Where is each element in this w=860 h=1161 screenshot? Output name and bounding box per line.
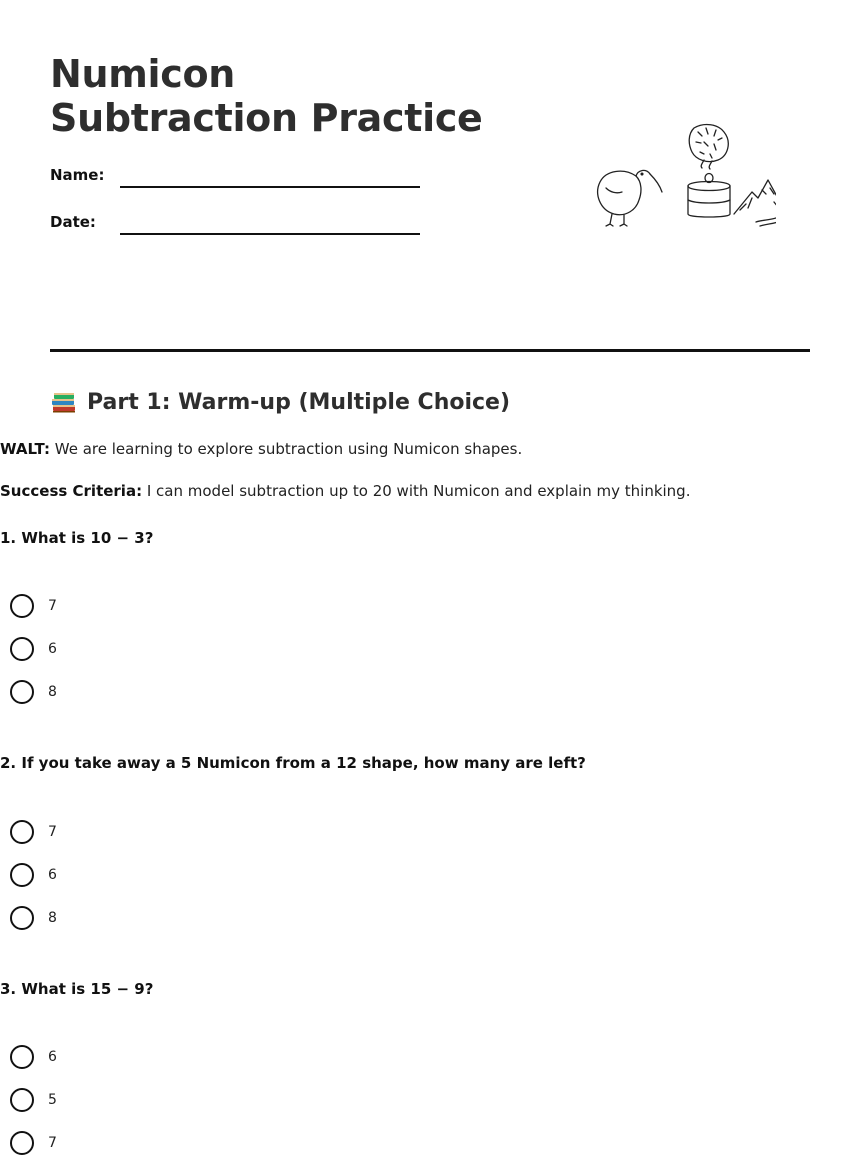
option-label: 5: [48, 1092, 57, 1108]
radio-button[interactable]: [10, 863, 34, 887]
fuzzy-creature-icon: [689, 125, 728, 169]
walt-line: [0, 440, 522, 458]
criteria-label: Success Criteria:: [0, 482, 143, 500]
option-label: 7: [48, 598, 57, 614]
date-field: [50, 213, 420, 237]
option-label: 6: [48, 867, 57, 883]
walt-text: We are learning to explore subtraction using Numicon shapes.: [54, 440, 523, 458]
question-3: 3. What is 15 − 9?: [0, 980, 154, 998]
option-label: 8: [48, 684, 57, 700]
success-criteria-line: [0, 482, 690, 500]
q3-option-2[interactable]: [10, 1087, 57, 1113]
worksheet-header: [50, 0, 810, 415]
mountain-icon: [734, 180, 776, 226]
option-label: 7: [48, 1135, 57, 1151]
q1-option-3[interactable]: [10, 679, 57, 705]
date-label: Date:: [50, 213, 96, 231]
date-input-line[interactable]: [120, 233, 420, 235]
q1-option-2[interactable]: [10, 636, 57, 662]
name-label: Name:: [50, 166, 105, 184]
radio-button[interactable]: [10, 637, 34, 661]
name-input-line[interactable]: [120, 186, 420, 188]
q2-option-3[interactable]: [10, 905, 57, 931]
name-field: [50, 166, 420, 190]
q2-option-1[interactable]: [10, 819, 57, 845]
cake-icon: [688, 174, 730, 218]
kiwi-cake-mountain-illustration: [576, 118, 776, 233]
header-divider: [50, 349, 810, 352]
kiwi-bird-icon: [598, 170, 662, 226]
criteria-text: I can model subtraction up to 20 with Numicon and explain my thinking.: [146, 482, 691, 500]
radio-button[interactable]: [10, 906, 34, 930]
q1-option-1[interactable]: [10, 593, 57, 619]
radio-button[interactable]: [10, 1131, 34, 1155]
section-title-text: Part 1: Warm-up (Multiple Choice): [87, 389, 511, 415]
q3-option-3[interactable]: [10, 1130, 57, 1156]
q3-option-1[interactable]: [10, 1044, 57, 1070]
radio-button[interactable]: [10, 820, 34, 844]
question-2: 2. If you take away a 5 Numicon from a 12 shape, how many are left?: [0, 754, 586, 772]
question-1: 1. What is 10 − 3?: [0, 529, 154, 547]
q2-option-2[interactable]: [10, 862, 57, 888]
option-label: 7: [48, 824, 57, 840]
radio-button[interactable]: [10, 1088, 34, 1112]
radio-button[interactable]: [10, 680, 34, 704]
page-title: Numicon Subtraction Practice: [50, 52, 483, 140]
radio-button[interactable]: [10, 1045, 34, 1069]
option-label: 6: [48, 641, 57, 657]
walt-label: WALT:: [0, 440, 50, 458]
section-title-part1: [50, 389, 510, 415]
option-label: 6: [48, 1049, 57, 1065]
radio-button[interactable]: [10, 594, 34, 618]
books-icon: [50, 389, 78, 415]
option-label: 8: [48, 910, 57, 926]
